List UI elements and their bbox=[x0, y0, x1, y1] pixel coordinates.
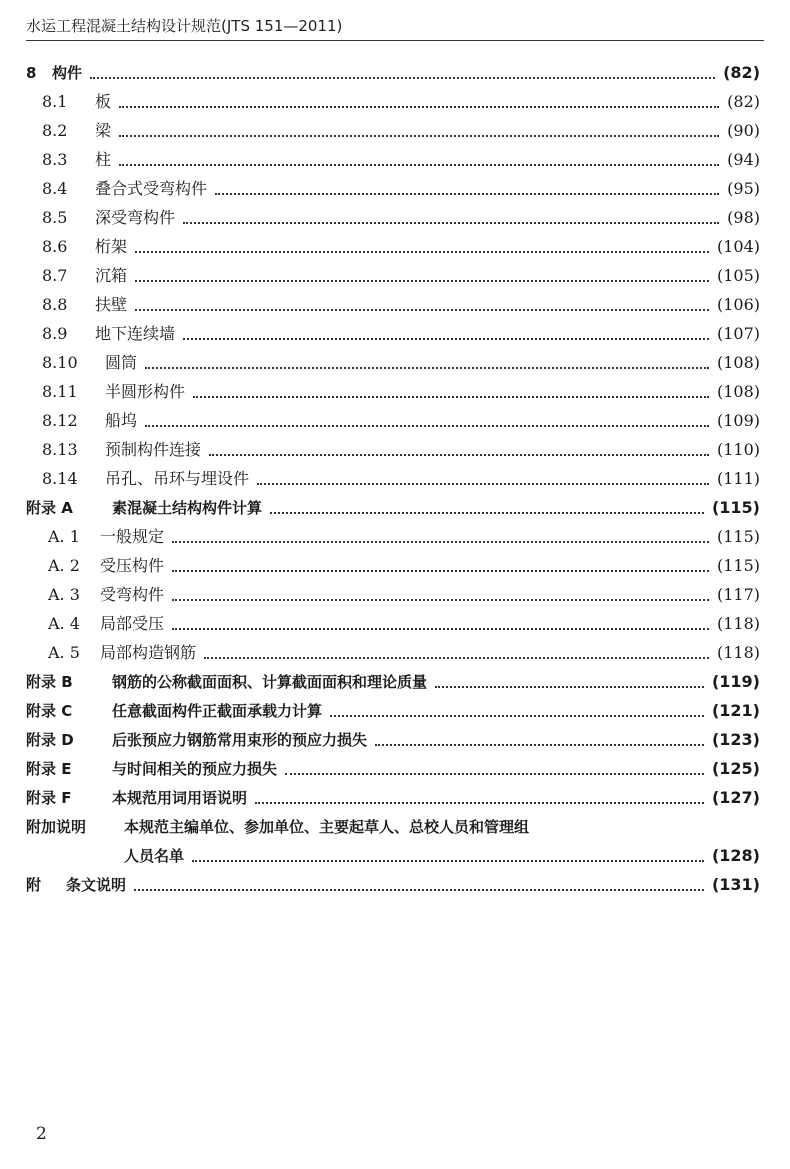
toc-entry-title: 半圆形构件 bbox=[105, 381, 186, 401]
toc-entry-number: A. 3 bbox=[48, 584, 80, 604]
toc-entry-a-4[interactable] bbox=[0, 609, 790, 638]
dot-leader bbox=[145, 367, 709, 369]
toc-entry-page: (111) bbox=[716, 468, 760, 488]
toc-entry-appendix-c[interactable] bbox=[0, 696, 790, 725]
toc-entry-page: (110) bbox=[716, 439, 760, 459]
toc-entry-appendix-a[interactable] bbox=[0, 493, 790, 522]
toc-entry-8-11[interactable] bbox=[0, 377, 790, 406]
toc-entry-8-1[interactable] bbox=[0, 87, 790, 116]
toc-entry-title: 叠合式受弯构件 bbox=[95, 178, 208, 198]
dot-leader bbox=[285, 773, 704, 775]
toc-entry-page: (125) bbox=[711, 758, 760, 778]
toc-entry-page: (109) bbox=[716, 410, 760, 430]
dot-leader bbox=[375, 744, 704, 746]
toc-entry-8-3[interactable] bbox=[0, 145, 790, 174]
toc-entry-number: 8.5 bbox=[42, 207, 68, 227]
dot-leader bbox=[172, 541, 709, 543]
dot-leader bbox=[119, 106, 719, 108]
dot-leader bbox=[215, 193, 719, 195]
dot-leader bbox=[135, 309, 709, 311]
toc-entry-title: 受弯构件 bbox=[100, 584, 165, 604]
dot-leader bbox=[172, 570, 709, 572]
dot-leader bbox=[119, 135, 719, 137]
toc-entry-number: 8.6 bbox=[42, 236, 68, 256]
toc-entry-title: 后张预应力钢筋常用束形的预应力损失 bbox=[112, 730, 368, 749]
toc-entry-page: (115) bbox=[711, 497, 760, 517]
toc-entry-8-14[interactable] bbox=[0, 464, 790, 493]
toc-entry-number: 8 bbox=[26, 63, 37, 82]
toc-entry-number: 附加说明 bbox=[26, 817, 87, 836]
toc-entry-page: (82) bbox=[723, 62, 760, 82]
toc-entry-title: 梁 bbox=[95, 120, 112, 140]
toc-entry-page: (118) bbox=[716, 613, 760, 633]
toc-entry-appendix-b[interactable] bbox=[0, 667, 790, 696]
toc-entry-title: 受压构件 bbox=[100, 555, 165, 575]
toc-entry-page: (94) bbox=[727, 149, 760, 169]
dot-leader bbox=[204, 657, 709, 659]
toc-entry-number: 附录 E bbox=[26, 759, 72, 778]
toc-entry-title: 与时间相关的预应力损失 bbox=[112, 759, 278, 778]
toc-entry-8-10[interactable] bbox=[0, 348, 790, 377]
toc-entry-page: (128) bbox=[711, 845, 760, 865]
toc-entry-title: 构件 bbox=[52, 63, 83, 82]
toc-entry-number: 8.3 bbox=[42, 149, 68, 169]
toc-entry-8-12[interactable] bbox=[0, 406, 790, 435]
toc-entry-page: (118) bbox=[716, 642, 760, 662]
toc-entry-appendix-d[interactable] bbox=[0, 725, 790, 754]
toc-entry-number: A. 1 bbox=[48, 526, 80, 546]
dot-leader bbox=[172, 599, 709, 601]
toc-entry-page: (131) bbox=[711, 874, 760, 894]
toc-entry-number: 附 bbox=[26, 875, 42, 894]
toc-entry-page: (95) bbox=[727, 178, 760, 198]
dot-leader bbox=[134, 889, 704, 891]
toc-entry-number: 附录 F bbox=[26, 788, 72, 807]
toc-entry-title: 本规范主编单位、参加单位、主要起草人、总校人员和管理组 bbox=[124, 817, 530, 836]
toc-entry-number: A. 5 bbox=[48, 642, 80, 662]
toc-entry-additional-note-continued[interactable] bbox=[0, 841, 790, 870]
toc-entry-number: 8.13 bbox=[42, 439, 78, 459]
dot-leader bbox=[257, 483, 709, 485]
toc-entry-number: 附录 A bbox=[26, 498, 73, 517]
toc-entry-page: (115) bbox=[716, 555, 760, 575]
dot-leader bbox=[192, 860, 704, 862]
dot-leader bbox=[135, 280, 709, 282]
toc-entry-title: 地下连续墙 bbox=[95, 323, 176, 343]
dot-leader bbox=[172, 628, 709, 630]
toc-entry-page: (106) bbox=[716, 294, 760, 314]
toc-entry-page: (119) bbox=[711, 671, 760, 691]
dot-leader bbox=[255, 802, 704, 804]
toc-entry-title: 人员名单 bbox=[124, 846, 185, 865]
toc-entry-title: 桁架 bbox=[95, 236, 128, 256]
toc-entry-title: 板 bbox=[95, 91, 112, 111]
dot-leader bbox=[435, 686, 704, 688]
toc-entry-a-3[interactable] bbox=[0, 580, 790, 609]
toc-entry-page: (121) bbox=[711, 700, 760, 720]
page-number: 2 bbox=[36, 1124, 47, 1144]
dot-leader bbox=[90, 77, 715, 79]
toc-entry-page: (123) bbox=[711, 729, 760, 749]
toc-entry-number: 附录 B bbox=[26, 672, 73, 691]
dot-leader bbox=[183, 338, 709, 340]
toc-entry-number: 8.4 bbox=[42, 178, 68, 198]
toc-entry-title: 沉箱 bbox=[95, 265, 128, 285]
toc-entry-8-6[interactable] bbox=[0, 232, 790, 261]
toc-entry-title: 本规范用词用语说明 bbox=[112, 788, 248, 807]
toc-entry-title: 预制构件连接 bbox=[105, 439, 202, 459]
toc-entry-commentary[interactable] bbox=[0, 870, 790, 899]
toc-entry-a-2[interactable] bbox=[0, 551, 790, 580]
toc-entry-page: (104) bbox=[716, 236, 760, 256]
dot-leader bbox=[135, 251, 709, 253]
dot-leader bbox=[270, 512, 704, 514]
toc-entry-title: 素混凝土结构构件计算 bbox=[112, 498, 263, 517]
toc-entry-number: 8.14 bbox=[42, 468, 78, 488]
toc-entry-number: 8.8 bbox=[42, 294, 68, 314]
toc-entry-number: 8.11 bbox=[42, 381, 78, 401]
header-title: 水运工程混凝土结构设计规范(JTS 151—2011) bbox=[26, 17, 343, 35]
toc-entry-chapter-8[interactable] bbox=[0, 58, 790, 87]
toc-entry-page: (82) bbox=[727, 91, 760, 111]
toc-entry-number: 附录 D bbox=[26, 730, 74, 749]
toc-entry-number: A. 4 bbox=[48, 613, 80, 633]
toc-entry-title: 圆筒 bbox=[105, 352, 138, 372]
toc-entry-title: 钢筋的公称截面面积、计算截面面积和理论质量 bbox=[112, 672, 428, 691]
toc-entry-page: (108) bbox=[716, 381, 760, 401]
toc-entry-page: (90) bbox=[727, 120, 760, 140]
toc-entry-title: 吊孔、吊环与埋设件 bbox=[105, 468, 250, 488]
dot-leader bbox=[119, 164, 719, 166]
toc-entry-title: 任意截面构件正截面承载力计算 bbox=[112, 701, 323, 720]
toc-entry-8-4[interactable] bbox=[0, 174, 790, 203]
toc-entry-page: (98) bbox=[727, 207, 760, 227]
toc-entry-page: (108) bbox=[716, 352, 760, 372]
toc-entry-number: 附录 C bbox=[26, 701, 73, 720]
toc-entry-page: (107) bbox=[716, 323, 760, 343]
toc-entry-title: 柱 bbox=[95, 149, 112, 169]
toc-entry-title: 条文说明 bbox=[66, 875, 127, 894]
toc-entry-additional-note[interactable] bbox=[0, 812, 790, 841]
toc-entry-title: 局部构造钢筋 bbox=[100, 642, 197, 662]
running-header bbox=[26, 10, 764, 41]
dot-leader bbox=[183, 222, 719, 224]
toc-entry-number: 8.12 bbox=[42, 410, 78, 430]
table-of-contents bbox=[0, 58, 790, 899]
toc-entry-title: 局部受压 bbox=[100, 613, 165, 633]
toc-entry-8-13[interactable] bbox=[0, 435, 790, 464]
toc-entry-title: 深受弯构件 bbox=[95, 207, 176, 227]
toc-entry-number: 8.10 bbox=[42, 352, 78, 372]
toc-entry-appendix-e[interactable] bbox=[0, 754, 790, 783]
toc-entry-a-5[interactable] bbox=[0, 638, 790, 667]
toc-entry-8-8[interactable] bbox=[0, 290, 790, 319]
dot-leader bbox=[209, 454, 709, 456]
toc-entry-page: (127) bbox=[711, 787, 760, 807]
dot-leader bbox=[145, 425, 709, 427]
toc-entry-a-1[interactable] bbox=[0, 522, 790, 551]
toc-entry-appendix-f[interactable] bbox=[0, 783, 790, 812]
dot-leader bbox=[330, 715, 704, 717]
toc-entry-page: (105) bbox=[716, 265, 760, 285]
toc-entry-number: A. 2 bbox=[48, 555, 80, 575]
toc-entry-title: 一般规定 bbox=[100, 526, 165, 546]
toc-entry-title: 扶壁 bbox=[95, 294, 128, 314]
toc-entry-number: 8.1 bbox=[42, 91, 68, 111]
toc-entry-page: (117) bbox=[716, 584, 760, 604]
toc-entry-8-2[interactable] bbox=[0, 116, 790, 145]
toc-entry-number: 8.9 bbox=[42, 323, 68, 343]
dot-leader bbox=[193, 396, 709, 398]
toc-entry-8-7[interactable] bbox=[0, 261, 790, 290]
toc-entry-number: 8.2 bbox=[42, 120, 68, 140]
toc-entry-number: 8.7 bbox=[42, 265, 68, 285]
toc-entry-8-9[interactable] bbox=[0, 319, 790, 348]
toc-entry-page: (115) bbox=[716, 526, 760, 546]
toc-entry-8-5[interactable] bbox=[0, 203, 790, 232]
toc-entry-title: 船坞 bbox=[105, 410, 138, 430]
